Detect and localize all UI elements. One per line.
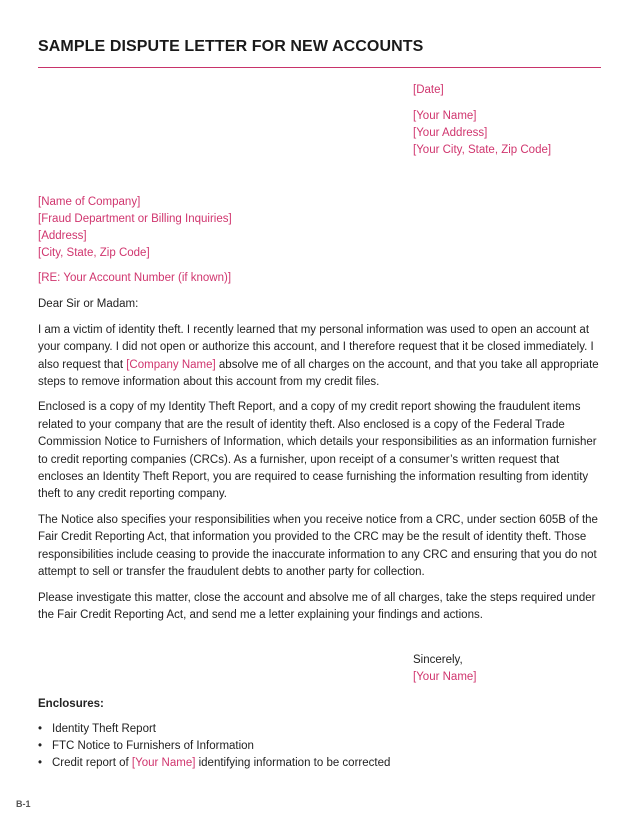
- paragraph-3: The Notice also specifies your responsibilities when you receive notice from a CRC, under section 605B of the Fair Credit Reporting Act, that information you provided to the CRC may be the result of identity theft. Those responsibilities include ceasing to provide the inaccurate information to any CRC and ensuring that you do not attempt to sell or transfer the fraudulent debts to another party for collection.: [38, 513, 598, 579]
- company-name-placeholder: [Company Name]: [126, 358, 216, 371]
- enclosures-title: Enclosures:: [38, 698, 104, 710]
- enclosures-list: [38, 721, 390, 772]
- paragraph-1: [38, 322, 603, 392]
- re-line: [RE: Your Account Number (if known)]: [38, 272, 232, 284]
- closing-name-placeholder: [Your Name]: [413, 671, 477, 683]
- sender-address-placeholder: [Your Address]: [413, 127, 488, 139]
- sender-city-placeholder: [Your City, State, Zip Code]: [413, 144, 552, 156]
- enclosures-block: [38, 696, 390, 772]
- recipient-department-placeholder: [Fraud Department or Billing Inquiries]: [38, 213, 232, 225]
- enclosure-item: • Identity Theft Report: [38, 721, 390, 738]
- recipient-city-placeholder: [City, State, Zip Code]: [38, 247, 150, 259]
- paragraph-1-part-2: absolve me of all charges on the account, and that you take all appropriate steps to remove information about this account from my credit files.: [38, 358, 599, 389]
- page-title: SAMPLE DISPUTE LETTER FOR NEW ACCOUNTS: [38, 38, 424, 55]
- enclosure-item: • FTC Notice to Furnishers of Information: [38, 738, 390, 755]
- salutation: Dear Sir or Madam:: [38, 298, 139, 311]
- enclosure-item-3-part-2: identifying information to be corrected: [195, 757, 391, 769]
- your-name-placeholder: [Your Name]: [131, 757, 196, 769]
- enclosure-item: [38, 755, 390, 772]
- sender-name-placeholder: [Your Name]: [413, 110, 477, 122]
- enclosure-item-3-part-1: Credit report of: [52, 757, 132, 769]
- page-number: B-1: [16, 799, 31, 809]
- letter-body: [38, 270, 603, 632]
- date-placeholder: [Date]: [413, 84, 444, 96]
- closing-block: [413, 652, 477, 686]
- sign-off: Sincerely,: [413, 654, 463, 666]
- title-divider: [38, 67, 601, 68]
- paragraph-1-part-1: I am a victim of identity theft. I recently learned that my personal information was used to open an account at your company. I did not open or authorize this account, and I therefore request that it be closed immediately. I also request that: [38, 323, 594, 371]
- paragraph-2: Enclosed is a copy of my Identity Theft Report, and a copy of my credit report showing the fraudulent items related to your company that are the result of identity theft. Also enclosed is a copy of the Federal Trade Commission Notice to Furnishers of Information, which details your responsibilities as an information furnisher to credit reporting companies (CRCs). As a furnisher, upon receipt of a consumer’s written request that encloses an Identity Theft Report, you are required to cease furnishing the information resulting from identity theft to any credit reporting company.: [38, 401, 597, 501]
- sender-block: [413, 82, 551, 159]
- paragraph-4: Please investigate this matter, close the account and absolve me of all charges, take the steps required under the Fair Credit Reporting Act, and send me a letter explaining your findings and actions.: [38, 591, 596, 621]
- recipient-block: [38, 194, 232, 262]
- recipient-company-placeholder: [Name of Company]: [38, 196, 141, 208]
- recipient-address-placeholder: [Address]: [38, 230, 87, 242]
